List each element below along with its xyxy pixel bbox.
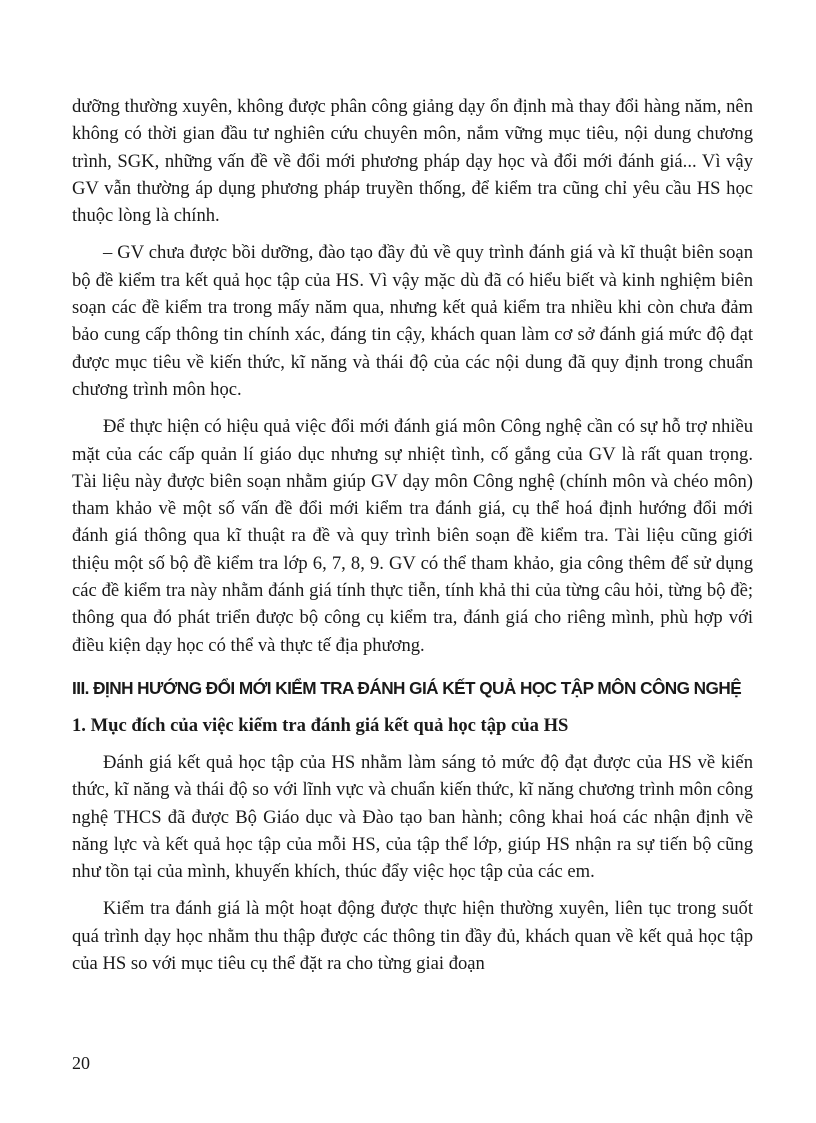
page-number: 20 — [72, 1053, 90, 1073]
sub-heading: 1. Mục đích của việc kiểm tra đánh giá kết quả học tập của HS — [72, 714, 569, 736]
paragraph-teacher-training: – GV chưa được bồi dưỡng, đào tạo đầy đủ về quy trình đánh giá và kĩ thuật biên soạn bộ đề kiểm tra kết quả học tập của HS. Vì vậy mặc dù đã có hiểu biết và kinh nghiệm biên soạn các đề kiểm tra trong mấy năm qua, nhưng kết quả kiểm tra nhiều khi còn chưa đảm bảo cung cấp thông tin chính xác, đáng tin cậy, khách quan làm cơ sở đánh giá mức độ đạt được mục tiêu về kiến thức, kĩ năng và thái độ của các nội dung đã quy định trong chuẩn chương trình môn học. — [72, 242, 753, 400]
paragraph-continuation: dưỡng thường xuyên, không được phân công giảng dạy ổn định mà thay đổi hàng năm, nên không có thời gian đầu tư nghiên cứu chuyên môn, nắm vững mục tiêu, nội dung chương trình, SGK, những vấn đề về đổi mới phương pháp dạy học và đổi mới đánh giá... Vì vậy GV vẫn thường áp dụng phương pháp truyền thống, để kiểm tra cũng chỉ yêu cầu HS học thuộc lòng là chính. — [72, 96, 753, 227]
section-heading: III. ĐỊNH HƯỚNG ĐỔI MỚI KIỂM TRA ĐÁNH GIÁ KẾT QUẢ HỌC TẬP MÔN CÔNG NGHỆ — [72, 677, 742, 698]
page-body — [72, 93, 753, 987]
paragraph-continuous-assessment: Kiểm tra đánh giá là một hoạt động được thực hiện thường xuyên, liên tục trong suốt quá trình dạy học nhằm thu thập được các thông tin đầy đủ, khách quan về kết quả học tập của HS so với mục tiêu cụ thể đặt ra cho từng giai đoạn — [72, 898, 753, 975]
paragraph-assessment-reform: Để thực hiện có hiệu quả việc đổi mới đánh giá môn Công nghệ cần có sự hỗ trợ nhiều mặt của các cấp quản lí giáo dục nhưng sự nhiệt tình, cố gắng của GV là rất quan trọng. Tài liệu này được biên soạn nhằm giúp GV dạy môn Công nghệ (chính môn và chéo môn) tham khảo về một số vấn đề đổi mới kiểm tra đánh giá, cụ thể hoá định hướng đổi mới đánh giá thông qua kĩ thuật ra đề và quy trình biên soạn đề kiểm tra. Tài liệu cũng giới thiệu một số bộ đề kiểm tra lớp 6, 7, 8, 9. GV có thể tham khảo, gia công thêm để sử dụng các đề kiểm tra này nhằm đánh giá tính thực tiễn, tính khả thi của từng câu hỏi, từng bộ đề; thông qua đó phát triển được bộ công cụ kiểm tra, đánh giá cho riêng mình, phù hợp với điều kiện dạy học có thể và thực tế địa phương. — [72, 416, 753, 656]
paragraph-assessment-purpose: Đánh giá kết quả học tập của HS nhằm làm sáng tỏ mức độ đạt được của HS về kiến thức, kĩ năng và thái độ so với lĩnh vực và chuẩn kiến thức, kĩ năng chương trình môn công nghệ THCS đã được Bộ Giáo dục và Đào tạo ban hành; công khai hoá các nhận định về năng lực và kết quả học tập của mỗi HS, của tập thể lớp, giúp HS nhận ra sự tiến bộ cũng như tồn tại của mình, khuyến khích, thúc đẩy việc học tập của các em. — [72, 751, 753, 883]
